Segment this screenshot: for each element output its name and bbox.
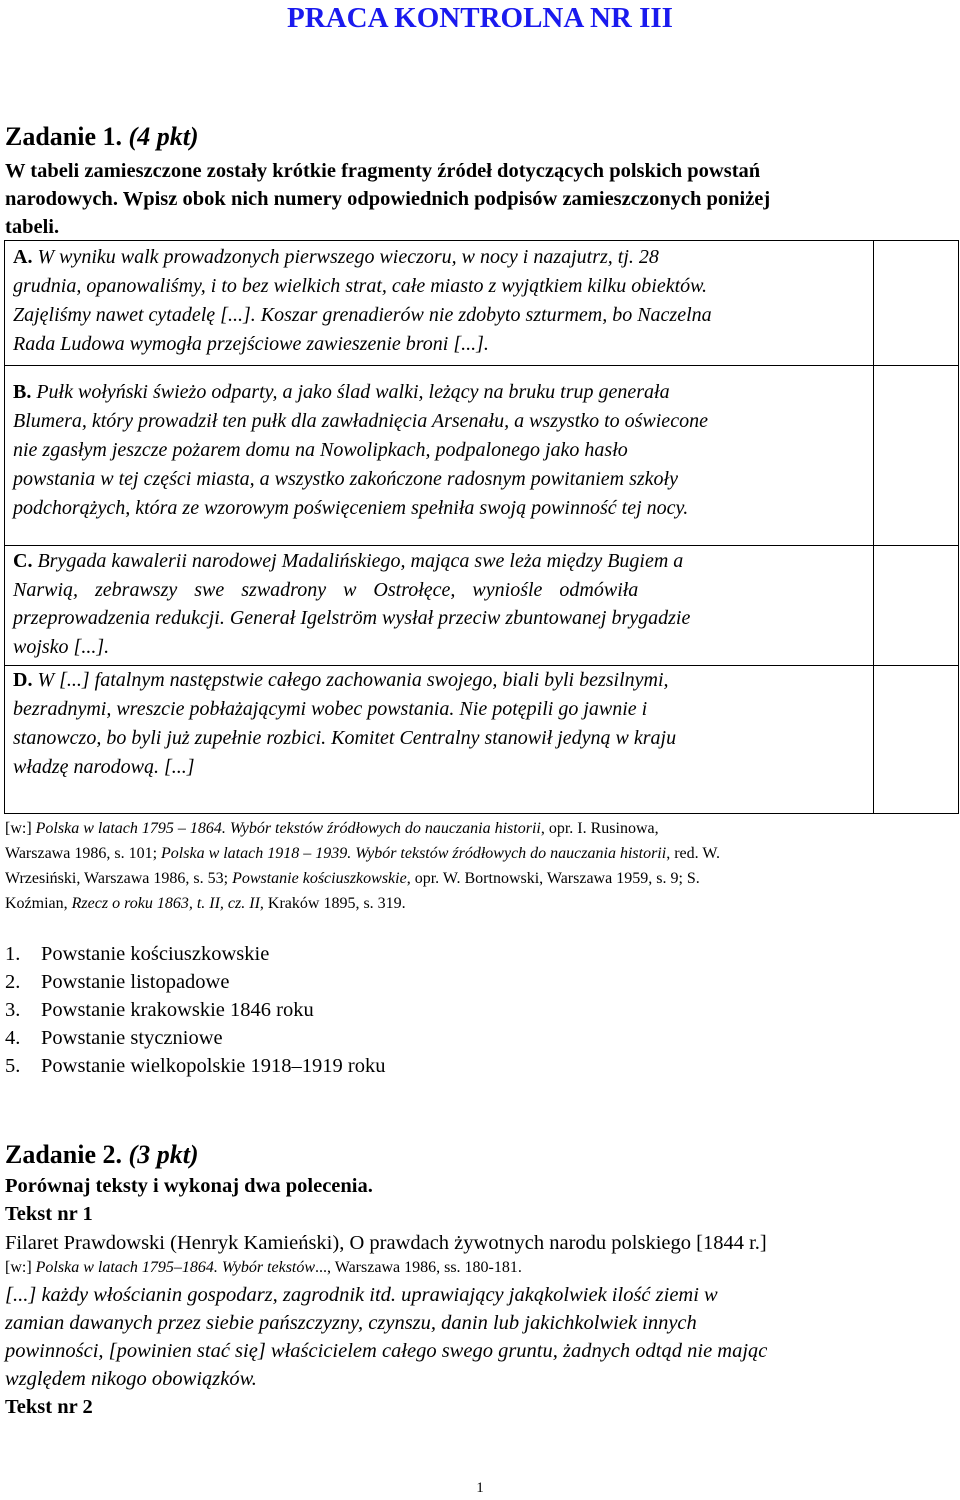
citation-line-3: Wrzesiński, Warszawa 1986, s. 53; Powstanie kościuszkowskie, opr. W. Bortnowski, Warszawa 1959, s. 9; S. — [5, 870, 700, 887]
citation-line-4: Koźmian, Rzecz o roku 1863, t. II, cz. II, Kraków 1895, s. 319. — [5, 895, 406, 912]
source-cell-b — [5, 366, 874, 546]
citation-line-1: [w:] Polska w latach 1795 – 1864. Wybór tekstów źródłowych do nauczania historii, opr. I. Rusinowa, — [5, 820, 659, 837]
source-c-line-1: C. Brygada kawalerii narodowej Madalińskiego, mająca swe leża między Bugiem a — [13, 550, 684, 572]
task1-points: (4 pkt) — [128, 122, 199, 151]
source-c-letter: C. — [13, 550, 33, 572]
task2-points: (3 pkt) — [128, 1140, 199, 1169]
page-number: 1 — [476, 1480, 484, 1496]
text1-citation: [w:] Polska w latach 1795–1864. Wybór tekstów..., Warszawa 1986, ss. 180-181. — [5, 1259, 522, 1276]
source-a-line-4: Rada Ludowa wymogła przejściowe zawieszenie broni [...]. — [13, 333, 489, 355]
task1-title: Zadanie 1. — [5, 122, 123, 151]
source-b-line-3: nie zgasłym jeszcze pożarem domu na Nowolipkach, podpalonego jako hasło — [13, 439, 628, 461]
task1-instruction-line-1: W tabeli zamieszczone zostały krótkie fragmenty źródeł dotyczących polskich powstań — [5, 160, 761, 182]
text1-line-3: powinności, [powinien stać się] właścicielem całego swego gruntu, żadnych odtąd nie mając — [5, 1340, 768, 1362]
task1-instruction-line-2: narodowych. Wpisz obok nich numery odpowiednich podpisów zamieszczonych poniżej — [5, 188, 771, 210]
option-item-3: 3. Powstanie krakowskie 1846 roku — [5, 999, 314, 1021]
source-b-letter: B. — [13, 381, 32, 403]
option-item-2: 2. Powstanie listopadowe — [5, 971, 230, 993]
task2-title: Zadanie 2. — [5, 1140, 123, 1169]
text1-heading: Tekst nr 1 — [5, 1203, 93, 1225]
source-d-line-2: bezradnymi, wreszcie pobłażającymi wobec powstania. Nie potępili go jawnie i — [13, 698, 648, 720]
source-b-line-1: B. Pułk wołyński świeżo odparty, a jako ślad walki, leżący na bruku trup generała — [13, 381, 670, 403]
text2-heading: Tekst nr 2 — [5, 1396, 93, 1418]
source-b-line-2: Blumera, który prowadził ten pułk dla zawładnięcia Arsenału, a wszystko to oświecone — [13, 410, 708, 432]
source-a-letter: A. — [13, 246, 33, 268]
text1-line-4: względem nikogo obowiązków. — [5, 1368, 257, 1390]
source-b-line-5: podchorążych, która ze wzorowym poświęceniem spełniła swoją powinność tej nocy. — [13, 497, 689, 519]
page-title: PRACA KONTROLNA NR III — [287, 2, 673, 34]
text1-source: Filaret Prawdowski (Henryk Kamieński), O prawdach żywotnych narodu polskiego [1844 r.] — [5, 1232, 767, 1254]
answer-cell-d[interactable] — [874, 666, 959, 814]
source-d-line-4: władzę narodową. [...] — [13, 756, 195, 778]
task1-heading — [5, 122, 199, 152]
source-d-line-1: D. W [...] fatalnym następstwie całego zachowania swojego, biali byli bezsilnymi, — [13, 669, 669, 691]
answer-cell-a[interactable] — [874, 241, 959, 366]
task1-instruction-line-3: tabeli. — [5, 216, 60, 238]
source-a-line-2: grudnia, opanowaliśmy, i to bez wielkich strat, całe miasto z wyjątkiem kilku obiektów. — [13, 275, 707, 297]
source-cell-d — [5, 666, 874, 814]
option-item-4: 4. Powstanie styczniowe — [5, 1027, 223, 1049]
answer-cell-c[interactable] — [874, 546, 959, 666]
answer-cell-b[interactable] — [874, 366, 959, 546]
sources-table — [4, 240, 959, 814]
text1-line-1: [...] każdy włościanin gospodarz, zagrodnik itd. uprawiający jakąkolwiek ilość ziemi w — [5, 1284, 718, 1306]
source-d-letter: D. — [13, 669, 33, 691]
task2-instruction: Porównaj teksty i wykonaj dwa polecenia. — [5, 1175, 373, 1197]
source-c-line-2: Narwią, zebrawszy swe szwadrony w Ostrołęce, wyniośle odmówiła — [13, 579, 639, 601]
option-item-5: 5. Powstanie wielkopolskie 1918–1919 roku — [5, 1055, 386, 1077]
source-b-line-4: powstania w tej części miasta, a wszystko zakończone radosnym powitaniem szkoły — [13, 468, 678, 490]
text1-line-2: zamian dawanych przez siebie pańszczyzny, czynszu, danin lub jakichkolwiek innych — [5, 1312, 697, 1334]
source-cell-c — [5, 546, 874, 666]
source-d-line-3: stanowczo, bo byli już zupełnie rozbici. Komitet Centralny stanowił jedyną w kraju — [13, 727, 677, 749]
source-cell-a — [5, 241, 874, 366]
source-c-line-4: wojsko [...]. — [13, 636, 110, 658]
option-item-1: 1. Powstanie kościuszkowskie — [5, 943, 270, 965]
citation-line-2: Warszawa 1986, s. 101; Polska w latach 1918 – 1939. Wybór tekstów źródłowych do nauczania historii, red. W. — [5, 845, 720, 862]
source-c-line-3: przeprowadzenia redukcji. Generał Igelström wysłał przeciw zbuntowanej brygadzie — [13, 607, 691, 629]
task2-heading — [5, 1140, 199, 1170]
source-a-line-1: A. W wyniku walk prowadzonych pierwszego wieczoru, w nocy i nazajutrz, tj. 28 — [13, 246, 659, 268]
source-a-line-3: Zajęliśmy nawet cytadelę [...]. Koszar grenadierów nie zdobyto szturmem, bo Naczelna — [13, 304, 712, 326]
